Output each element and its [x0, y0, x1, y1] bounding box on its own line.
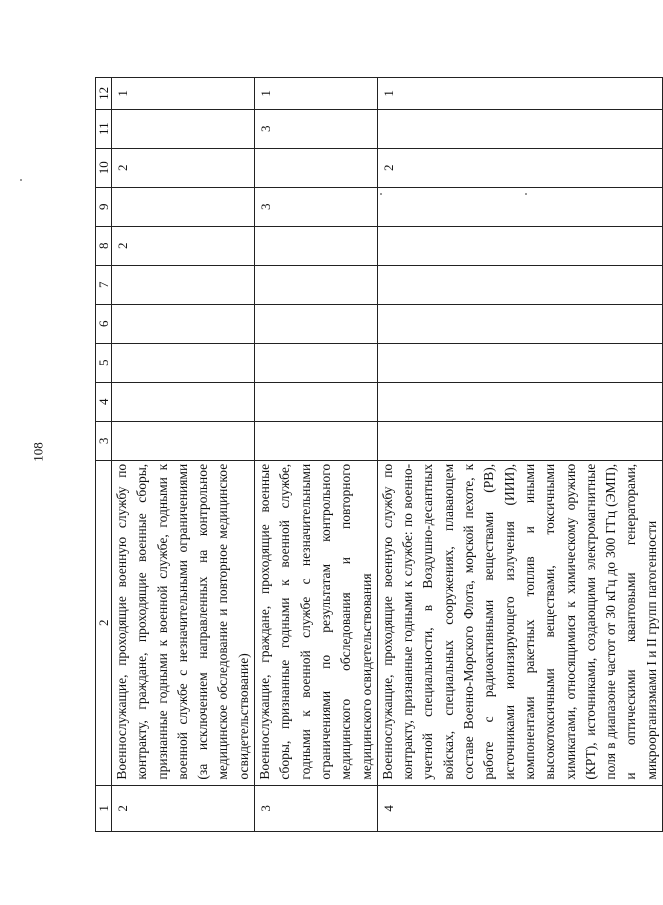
- cell-col-10: [255, 148, 378, 187]
- cell-col-6: [112, 304, 255, 343]
- table-row: [112, 78, 255, 832]
- cell-col-8: [255, 226, 378, 265]
- table-row: [255, 78, 378, 832]
- cell-col-4: [255, 382, 378, 421]
- cell-col-9: [112, 187, 255, 226]
- cell-col-9: [377, 187, 662, 226]
- cell-col-4: [377, 382, 662, 421]
- cell-col-11: [377, 109, 662, 148]
- cell-col-3: [255, 421, 378, 460]
- scan-speck: [20, 179, 22, 181]
- cell-col-7: [255, 265, 378, 304]
- col-header-7: 7: [96, 265, 112, 304]
- row-description: Военнослужащие, проходящие военную службу по контракту, граждане, проходящие военные сборы, признанные годными к военной службе, годными к военной службе с незначительными ограничениями (за исключением направленных на контрольное медицинское обследование и повторное медицинское освидетельствование): [112, 460, 255, 785]
- col-header-10: 10: [96, 148, 112, 187]
- rotated-table-page: [95, 77, 659, 832]
- row-number: 4: [377, 785, 662, 831]
- col-header-4: 4: [96, 382, 112, 421]
- cell-col-3: [112, 421, 255, 460]
- cell-col-10: 2: [377, 148, 662, 187]
- cell-col-7: [377, 265, 662, 304]
- cell-col-7: [112, 265, 255, 304]
- cell-col-12: 1: [112, 78, 255, 110]
- cell-col-3: [377, 421, 662, 460]
- cell-col-11: 3: [255, 109, 378, 148]
- cell-col-4: [112, 382, 255, 421]
- col-header-11: 11: [96, 109, 112, 148]
- col-header-8: 8: [96, 226, 112, 265]
- cell-col-8: 2: [112, 226, 255, 265]
- cell-col-12: 1: [255, 78, 378, 110]
- cell-col-6: [255, 304, 378, 343]
- cell-col-6: [377, 304, 662, 343]
- row-description: Военнослужащие, проходящие военную службу по контракту, признанные годными к службе: по военно-учетной специальности, в Воздушно-десантных войсках, специальных сооружениях, плавающем составе Военно-Морского Флота, морской пехоте, к работе с радиоактивными веществами (РВ), источниками ионизирующего излучения (ИИИ), компонентами ракетных топлив и иными высокотоксичными веществами, токсичными химикатами, относящимися к химическому оружию (КРТ), источниками, создающими электромагнитные поля в диапазоне частот от 30 кГц до 300 ГГц (ЭМП), и оптическими квантовыми генераторами, микроорганизмами I и II групп патогенности: [377, 460, 662, 785]
- cell-col-9: 3: [255, 187, 378, 226]
- cell-col-5: [377, 343, 662, 382]
- page-number: 108: [30, 442, 46, 462]
- cell-col-12: 1: [377, 78, 662, 110]
- medical-groups-table: [95, 77, 663, 832]
- cell-col-8: [377, 226, 662, 265]
- row-description: Военнослужащие, граждане, проходящие военные сборы, признанные годными к военной службе, годными к военной службе с незначительными ограничениями по результатам контрольного медицинского обследования и повторного медицинского освидетельствования: [255, 460, 378, 785]
- col-header-6: 6: [96, 304, 112, 343]
- cell-col-10: 2: [112, 148, 255, 187]
- row-number: 2: [112, 785, 255, 831]
- col-header-9: 9: [96, 187, 112, 226]
- col-header-5: 5: [96, 343, 112, 382]
- row-number: 3: [255, 785, 378, 831]
- table-row: [377, 78, 662, 832]
- cell-col-11: [112, 109, 255, 148]
- cell-col-5: [112, 343, 255, 382]
- col-header-2: 2: [96, 460, 112, 785]
- col-header-1: 1: [96, 785, 112, 831]
- cell-col-5: [255, 343, 378, 382]
- col-header-12: 12: [96, 78, 112, 110]
- col-header-3: 3: [96, 421, 112, 460]
- header-row: [96, 78, 112, 832]
